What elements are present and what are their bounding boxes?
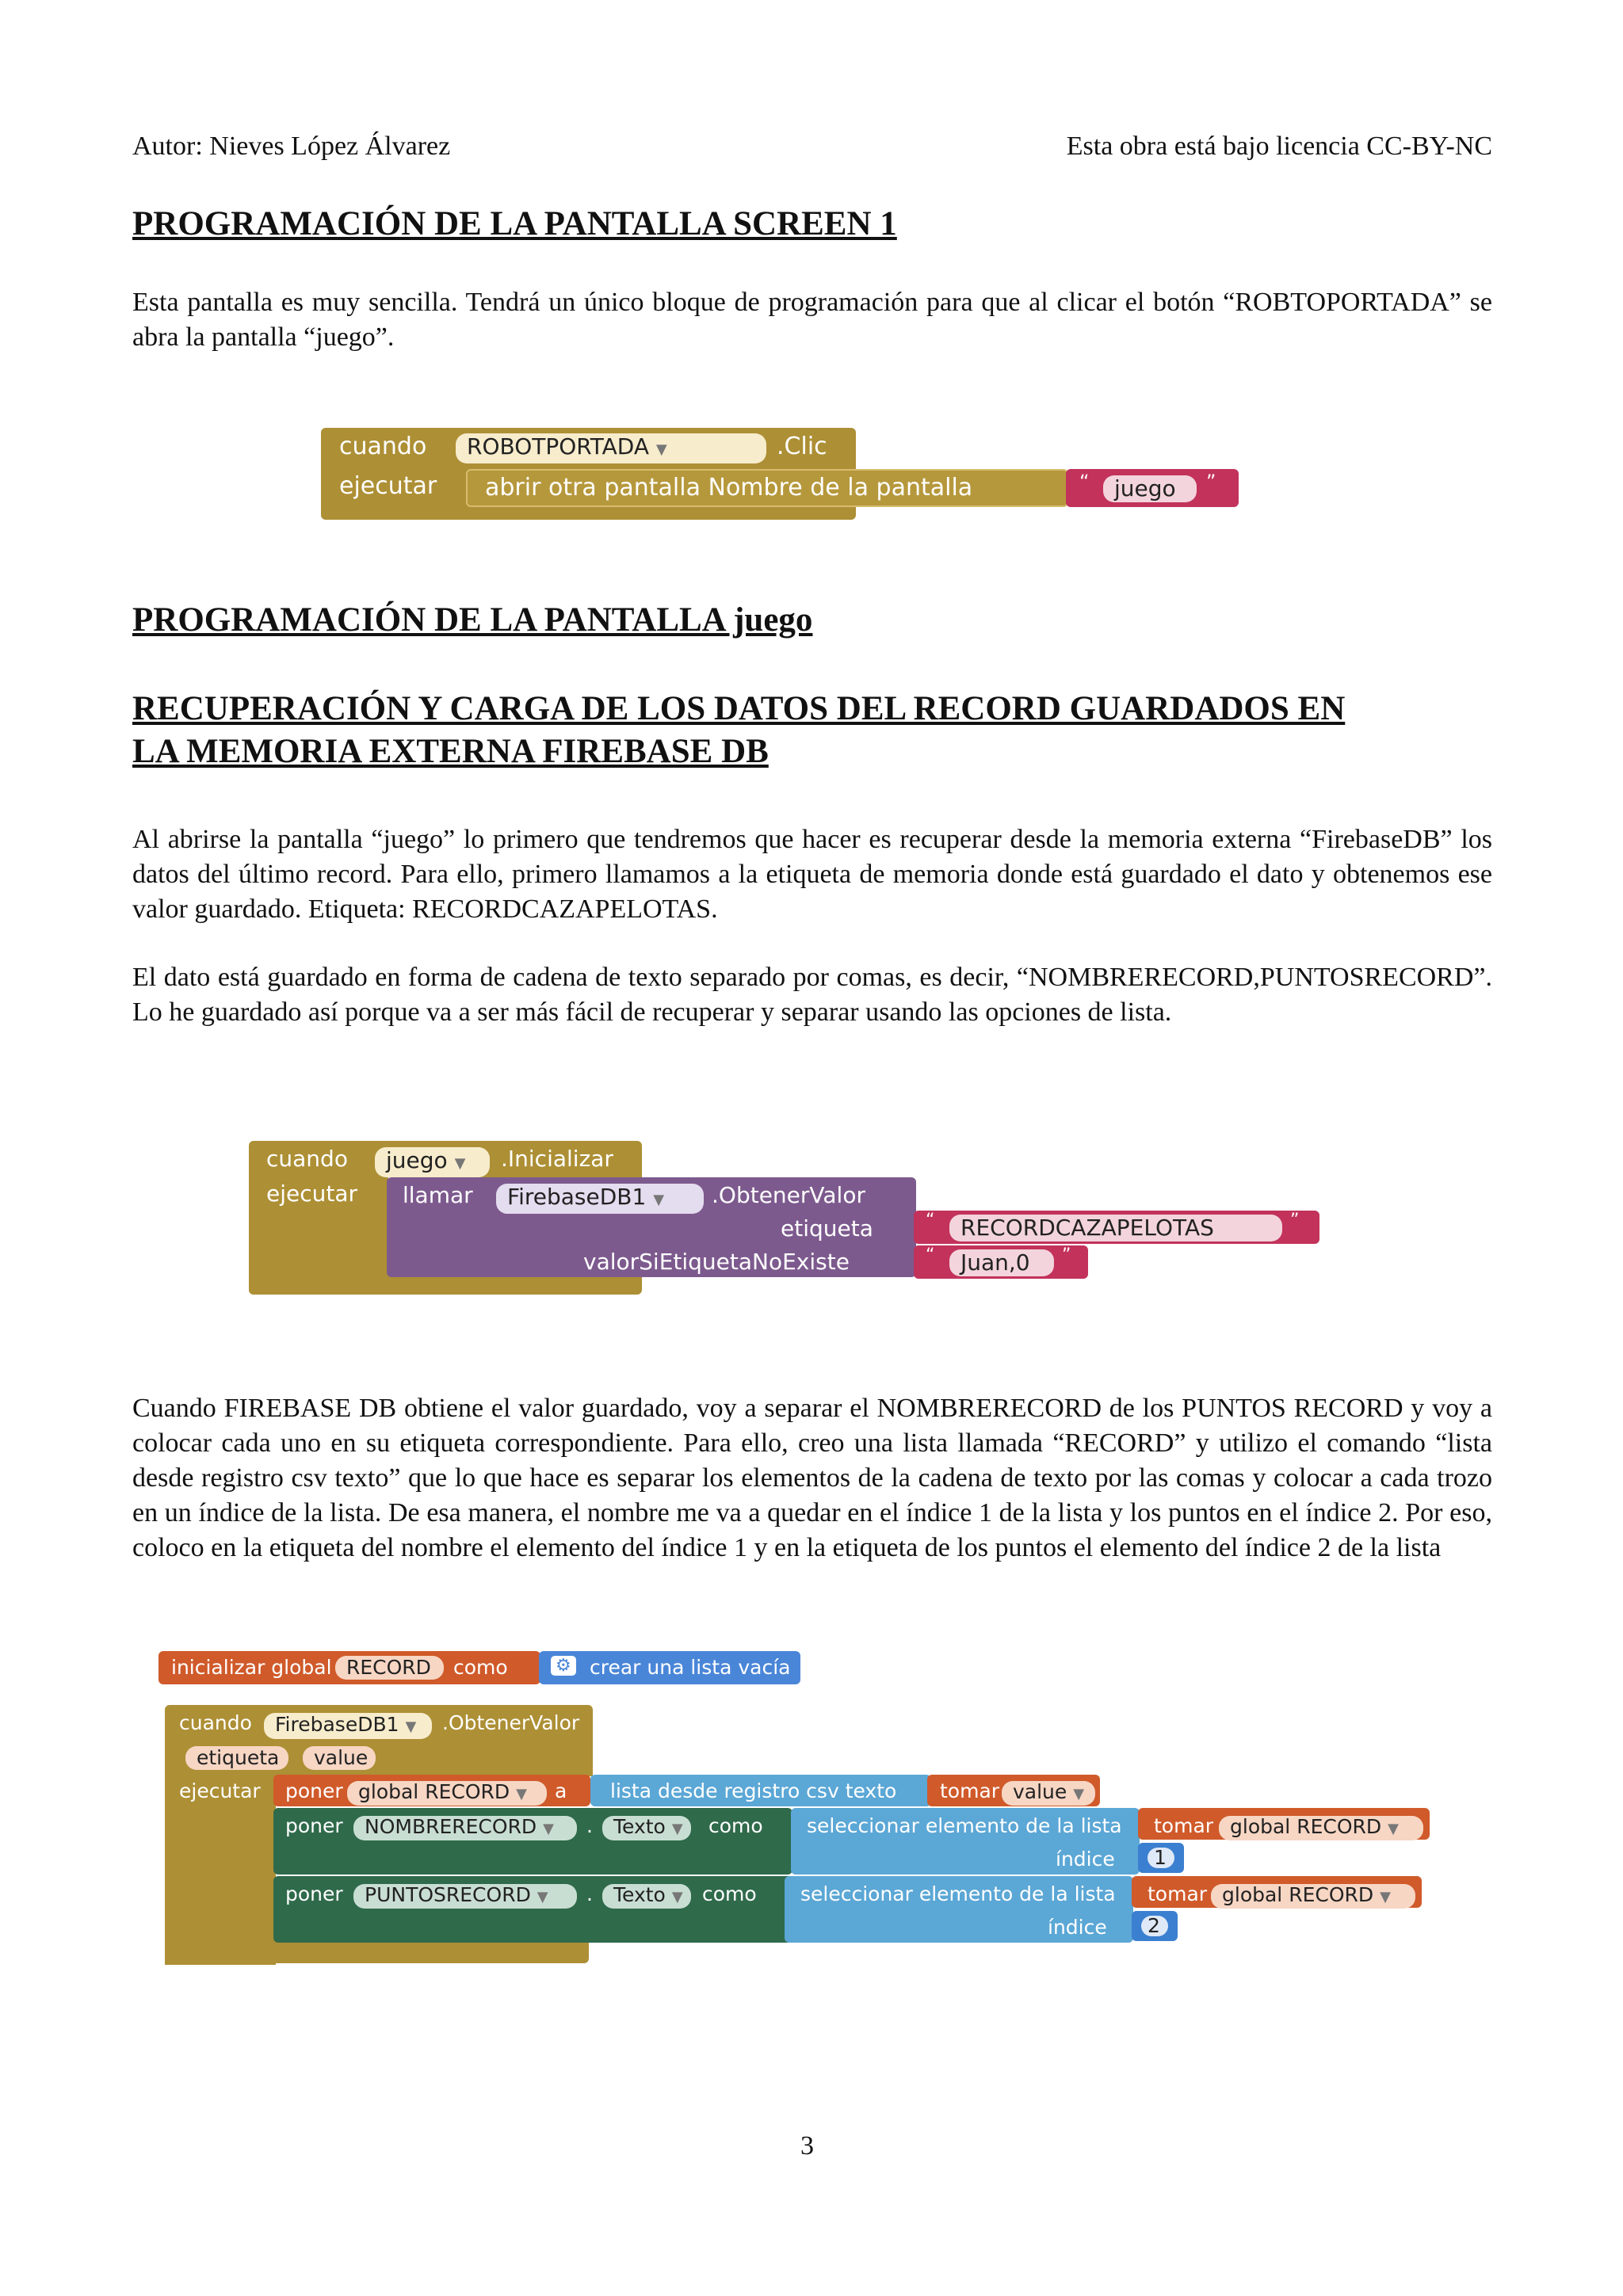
dropdown-caret-icon: ▼ bbox=[454, 1155, 466, 1172]
text-prop-name: Texto bbox=[613, 1883, 666, 1906]
index-label: índice bbox=[1048, 1916, 1107, 1939]
author-header: Autor: Nieves López Álvarez bbox=[132, 132, 451, 161]
quote-open: “ bbox=[1079, 471, 1090, 493]
get-label: tomar bbox=[1154, 1814, 1214, 1837]
get-value-dropdown[interactable] bbox=[1002, 1781, 1095, 1806]
dropdown-caret-icon: ▼ bbox=[655, 441, 667, 458]
when-label: cuando bbox=[339, 433, 427, 460]
dropdown-caret-icon: ▼ bbox=[1380, 1889, 1391, 1905]
dropdown-caret-icon: ▼ bbox=[1073, 1786, 1085, 1802]
tag-value[interactable]: RECORDCAZAPELOTAS bbox=[949, 1215, 1282, 1241]
set-label: poner bbox=[285, 1779, 343, 1802]
db-name: FirebaseDB1 bbox=[507, 1184, 647, 1210]
when-label: cuando bbox=[266, 1146, 348, 1172]
paragraph-split: Cuando FIREBASE DB obtiene el valor guardado, voy a separar el NOMBRERECORD de los PUNTOS RECORD y voy a colocar cada uno en su etiqueta correspondiente. Para ello, creo una lista llamada “RECORD” y utilizo el comando “lista desde registro csv texto” que lo que hace es separar los elementos de la cadena de texto por las comas y colocar a cada trozo en un índice de la lista. De esa manera, el nombre me va a quedar en el índice 1 de la lista y los puntos en el índice 2. Por eso, coloco en la etiqueta del nombre el elemento del índice 1 y en la etiqueta de los puntos el elemento del índice 2 de la lista bbox=[132, 1394, 1492, 1562]
csv-label: lista desde registro csv texto bbox=[610, 1779, 897, 1802]
index-2-value[interactable]: 2 bbox=[1141, 1916, 1168, 1936]
quote-open: “ bbox=[926, 1211, 935, 1230]
do-label: ejecutar bbox=[179, 1779, 261, 1802]
quote-close: ” bbox=[1206, 471, 1216, 493]
set-label: poner bbox=[285, 1882, 343, 1905]
as-label: como bbox=[708, 1814, 763, 1837]
param-value[interactable]: value bbox=[303, 1746, 376, 1770]
when-label: cuando bbox=[179, 1711, 252, 1734]
dropdown-caret-icon: ▼ bbox=[543, 1821, 554, 1837]
get-value-name: value bbox=[1013, 1780, 1067, 1803]
get-global-name: global RECORD bbox=[1222, 1883, 1374, 1906]
global-record-name: global RECORD bbox=[358, 1780, 510, 1803]
select-label: seleccionar elemento de la lista bbox=[800, 1882, 1116, 1905]
when-getvalue-foot bbox=[165, 1941, 589, 1963]
select-label: seleccionar elemento de la lista bbox=[807, 1814, 1122, 1837]
get-global-dropdown-1[interactable] bbox=[1219, 1816, 1423, 1840]
component-name: ROBOTPORTADA bbox=[467, 433, 650, 460]
dropdown-caret-icon: ▼ bbox=[671, 1821, 683, 1837]
section-title-screen1: PROGRAMACIÓN DE LA PANTALLA SCREEN 1 bbox=[132, 205, 897, 242]
dropdown-caret-icon: ▼ bbox=[516, 1786, 527, 1802]
quote-close: ” bbox=[1062, 1245, 1071, 1265]
points-label-dropdown[interactable] bbox=[353, 1884, 577, 1909]
param-tag[interactable]: etiqueta bbox=[185, 1746, 288, 1770]
page-number: 3 bbox=[800, 2131, 814, 2161]
text-prop-dropdown[interactable] bbox=[602, 1816, 691, 1840]
event-label: .Clic bbox=[777, 433, 827, 460]
paragraph-recover: Al abrirse la pantalla “juego” lo primero que tendremos que hacer es recuperar desde la memoria externa “FirebaseDB” los datos del último record. Para ello, primero llamamos a la etiqueta de memoria donde está guardado el dato y obtenemos ese valor guardado. Etiqueta: RECORDCAZAPELOTAS. bbox=[132, 825, 1492, 924]
db-dropdown[interactable] bbox=[264, 1713, 432, 1739]
paragraph-csv: El dato está guardado en forma de cadena de texto separado por comas, es decir, “NOMBRERECORD,PUNTOSRECORD”. Lo he guardado así porque va a ser más fácil de recuperar y separar usando las opciones de lista. bbox=[132, 963, 1492, 1027]
index-label: índice bbox=[1056, 1848, 1115, 1871]
screen-name: juego bbox=[386, 1147, 448, 1173]
global-var-name[interactable]: RECORD bbox=[335, 1656, 444, 1680]
text-prop-dropdown[interactable] bbox=[602, 1884, 691, 1909]
open-screen-label: abrir otra pantalla Nombre de la pantalla bbox=[485, 474, 973, 502]
dot-label: . bbox=[586, 1814, 593, 1837]
init-label: inicializar global bbox=[171, 1656, 332, 1679]
empty-list-label: crear una lista vacía bbox=[590, 1656, 791, 1679]
default-label: valorSiEtiquetaNoExiste bbox=[583, 1249, 850, 1275]
dropdown-caret-icon: ▼ bbox=[405, 1718, 417, 1735]
quote-open: “ bbox=[926, 1245, 935, 1265]
section-title-juego: PROGRAMACIÓN DE LA PANTALLA juego bbox=[132, 601, 813, 639]
name-label-name: NOMBRERECORD bbox=[365, 1815, 537, 1838]
get-global-dropdown-2[interactable] bbox=[1211, 1884, 1415, 1909]
quote-close: ” bbox=[1290, 1211, 1300, 1230]
method-label: .ObtenerValor bbox=[712, 1182, 865, 1208]
tag-label: etiqueta bbox=[781, 1215, 873, 1241]
set-label: poner bbox=[285, 1814, 343, 1837]
points-label-name: PUNTOSRECORD bbox=[365, 1883, 531, 1906]
get-global-name: global RECORD bbox=[1230, 1815, 1382, 1838]
section-title-record-line2: LA MEMORIA EXTERNA FIREBASE DB bbox=[132, 733, 769, 770]
dot-label: . bbox=[586, 1882, 593, 1905]
to-label: a bbox=[555, 1779, 567, 1802]
as-label: como bbox=[453, 1656, 508, 1679]
get-label: tomar bbox=[1148, 1882, 1208, 1905]
as-label: como bbox=[702, 1882, 757, 1905]
index-1-value[interactable]: 1 bbox=[1148, 1848, 1174, 1868]
do-label: ejecutar bbox=[339, 472, 437, 500]
screen-dropdown[interactable] bbox=[375, 1147, 490, 1177]
license-header: Esta obra está bajo licencia CC-BY-NC bbox=[1066, 132, 1492, 161]
global-record-dropdown[interactable] bbox=[347, 1781, 547, 1806]
dropdown-caret-icon: ▼ bbox=[537, 1889, 548, 1905]
get-label: tomar bbox=[940, 1779, 1000, 1802]
when-getvalue-body bbox=[165, 1775, 276, 1965]
dropdown-caret-icon: ▼ bbox=[653, 1192, 665, 1208]
event-label: .Inicializar bbox=[501, 1146, 613, 1172]
db-name: FirebaseDB1 bbox=[275, 1713, 399, 1736]
component-dropdown[interactable] bbox=[456, 433, 766, 463]
text-prop-name: Texto bbox=[613, 1815, 666, 1838]
screen-name-value[interactable]: juego bbox=[1103, 475, 1197, 502]
do-label: ejecutar bbox=[266, 1180, 358, 1207]
name-label-dropdown[interactable] bbox=[353, 1816, 577, 1840]
db-dropdown[interactable] bbox=[496, 1184, 704, 1214]
call-label: llamar bbox=[403, 1182, 473, 1208]
dropdown-caret-icon: ▼ bbox=[1388, 1821, 1399, 1837]
section-title-record-line1: RECUPERACIÓN Y CARGA DE LOS DATOS DEL RECORD GUARDADOS EN bbox=[132, 690, 1346, 727]
default-value[interactable]: Juan,0 bbox=[949, 1249, 1054, 1276]
paragraph-screen1: Esta pantalla es muy sencilla. Tendrá un único bloque de programación para que al clicar el botón “ROBTOPORTADA” se abra la pantalla “juego”. bbox=[132, 288, 1492, 352]
dropdown-caret-icon: ▼ bbox=[671, 1889, 683, 1905]
gear-icon[interactable]: ⚙ bbox=[551, 1656, 576, 1676]
event-label: .ObtenerValor bbox=[442, 1711, 580, 1734]
